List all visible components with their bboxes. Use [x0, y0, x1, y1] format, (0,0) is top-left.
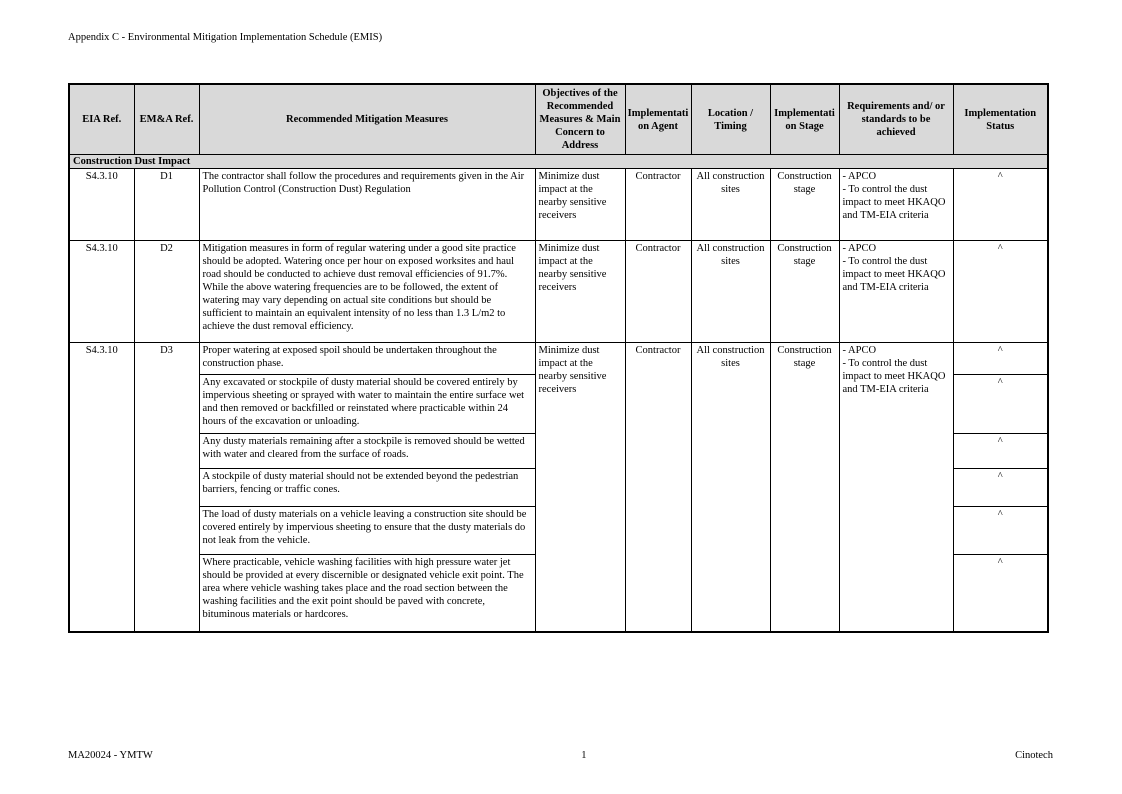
table-row [69, 241, 1048, 343]
header-eia-ref: EIA Ref. [69, 84, 134, 155]
ema-ref-cell: D1 [134, 169, 199, 241]
objective-cell: Minimize dust impact at the nearby sensitive receivers [535, 241, 625, 343]
requirements-cell [839, 343, 953, 632]
emis-table [68, 83, 1049, 633]
stage-cell: Construction stage [770, 241, 839, 343]
header-objectives: Objectives of the Recommended Measures & Main Concern to Address [535, 84, 625, 155]
header-stage: Implementation Stage [770, 84, 839, 155]
status-cell: ^ [953, 434, 1048, 469]
measure-cell: Any dusty materials remaining after a stockpile is removed should be wetted with water and cleared from the surface of roads. [199, 434, 535, 469]
page-title: Appendix C - Environmental Mitigation Implementation Schedule (EMIS) [68, 32, 383, 43]
page-footer [68, 749, 1053, 762]
ema-ref-cell: D3 [134, 343, 199, 632]
measure-cell: The load of dusty materials on a vehicle leaving a construction site should be covered entirely by impervious sheeting to ensure that the dusty materials do not leak from the vehicle. [199, 507, 535, 555]
eia-ref-cell: S4.3.10 [69, 241, 134, 343]
location-cell: All construction sites [691, 343, 770, 632]
location-cell: All construction sites [691, 241, 770, 343]
measure-cell: Mitigation measures in form of regular watering under a good site practice should be adopted. Watering once per hour on exposed worksites and haul road should be conducted to achieve dust removal efficiencies of 91.7%. While the above watering frequencies are to be followed, the extent of watering may vary depending on actual site conditions but should be sufficient to maintain an equivalent intensity of no less than 1.3 L/m2 to achieve the dust removal efficiency. [199, 241, 535, 343]
status-cell: ^ [953, 555, 1048, 632]
header-agent: Implementation Agent [625, 84, 691, 155]
status-cell: ^ [953, 507, 1048, 555]
section-title: Construction Dust Impact [69, 155, 1048, 169]
requirements-cell [839, 169, 953, 241]
section-row [69, 155, 1048, 169]
eia-ref-cell: S4.3.10 [69, 343, 134, 632]
footer-project-ref: MA20024 - YMTW [68, 750, 153, 761]
status-cell: ^ [953, 469, 1048, 507]
requirement-line: - APCO [842, 345, 877, 356]
requirement-line: - APCO [842, 243, 877, 254]
requirement-line: - APCO [842, 171, 877, 182]
measure-cell: Proper watering at exposed spoil should be undertaken throughout the construction phase. [199, 343, 535, 375]
measure-cell: Where practicable, vehicle washing facilities with high pressure water jet should be provided at every discernible or designated vehicle exit point. The area where vehicle washing takes place and the road section between the washing facilities and the exit point should be paved with concrete, bituminous materials or hardcores. [199, 555, 535, 632]
measure-cell: Any excavated or stockpile of dusty material should be covered entirely by impervious sheeting or sprayed with water to maintain the entire surface wet and then removed or backfilled or reinstated where practicable within 24 hours of the excavation or unloading. [199, 375, 535, 434]
header-ema-ref: EM&A Ref. [134, 84, 199, 155]
footer-company-name: Cinotech [1015, 750, 1053, 761]
requirements-cell [839, 241, 953, 343]
measure-cell: The contractor shall follow the procedures and requirements given in the Air Pollution Control (Construction Dust) Regulation [199, 169, 535, 241]
header-status: Implementation Status [953, 84, 1048, 155]
table-header-row [69, 84, 1048, 155]
agent-cell: Contractor [625, 169, 691, 241]
stage-cell: Construction stage [770, 169, 839, 241]
header-requirements: Requirements and/ or standards to be achieved [839, 84, 953, 155]
status-cell: ^ [953, 169, 1048, 241]
eia-ref-cell: S4.3.10 [69, 169, 134, 241]
stage-cell: Construction stage [770, 343, 839, 632]
requirement-line: - To control the dust impact to meet HKAQO and TM-EIA criteria [842, 358, 946, 395]
agent-cell: Contractor [625, 343, 691, 632]
requirement-line: - To control the dust impact to meet HKAQO and TM-EIA criteria [842, 256, 946, 293]
header-location: Location / Timing [691, 84, 770, 155]
agent-cell: Contractor [625, 241, 691, 343]
requirement-line: - To control the dust impact to meet HKAQO and TM-EIA criteria [842, 184, 946, 221]
status-cell: ^ [953, 343, 1048, 375]
status-cell: ^ [953, 241, 1048, 343]
header-measures: Recommended Mitigation Measures [199, 84, 535, 155]
table-row [69, 169, 1048, 241]
measure-cell: A stockpile of dusty material should not be extended beyond the pedestrian barriers, fencing or traffic cones. [199, 469, 535, 507]
table-row [69, 343, 1048, 375]
location-cell: All construction sites [691, 169, 770, 241]
ema-ref-cell: D2 [134, 241, 199, 343]
footer-page-number: 1 [581, 750, 587, 761]
status-cell: ^ [953, 375, 1048, 434]
objective-cell: Minimize dust impact at the nearby sensitive receivers [535, 169, 625, 241]
objective-cell: Minimize dust impact at the nearby sensitive receivers [535, 343, 625, 632]
